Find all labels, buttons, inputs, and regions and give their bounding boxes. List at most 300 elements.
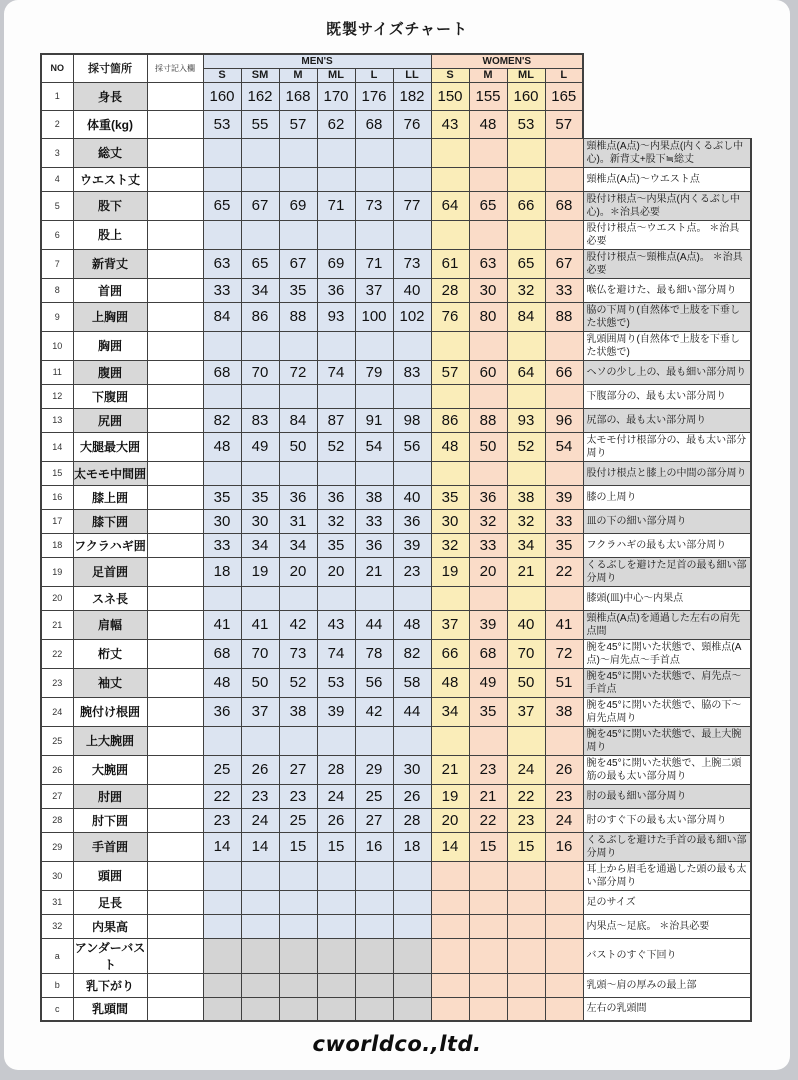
womens-size-header: L <box>545 68 583 82</box>
measurement-note: くるぶしを避けた手首の最も細い部分周り <box>583 832 751 861</box>
measurement-note: 耳上から眉毛を通過した頭の最も太い部分周り <box>583 861 751 890</box>
mens-value <box>317 726 355 755</box>
measurement-name: 体重(kg) <box>73 110 147 138</box>
mens-value <box>203 461 241 485</box>
mens-value: 100 <box>355 302 393 331</box>
table-row <box>41 533 751 557</box>
measurement-entry-cell <box>147 249 203 278</box>
womens-value: 33 <box>469 533 507 557</box>
mens-value <box>241 890 279 914</box>
measurement-entry-cell <box>147 110 203 138</box>
womens-value: 23 <box>469 755 507 784</box>
mens-value: 35 <box>279 278 317 302</box>
womens-value: 67 <box>545 249 583 278</box>
table-row <box>41 191 751 220</box>
empty-region <box>583 110 751 138</box>
womens-value: 28 <box>431 278 469 302</box>
measurement-name: 乳頭間 <box>73 997 147 1021</box>
womens-value <box>545 220 583 249</box>
table-row <box>41 784 751 808</box>
mens-value <box>317 861 355 890</box>
measurement-entry-cell <box>147 557 203 586</box>
womens-value <box>431 138 469 167</box>
mens-value: 53 <box>203 110 241 138</box>
womens-size-header: M <box>469 68 507 82</box>
mens-value: 83 <box>241 408 279 432</box>
row-number: 27 <box>41 784 73 808</box>
womens-value <box>431 973 469 997</box>
womens-value <box>507 914 545 938</box>
mens-value: 56 <box>393 432 431 461</box>
mens-value: 23 <box>241 784 279 808</box>
womens-value: 48 <box>431 668 469 697</box>
womens-value: 60 <box>469 360 507 384</box>
row-number: 30 <box>41 861 73 890</box>
womens-value: 19 <box>431 557 469 586</box>
mens-value <box>279 167 317 191</box>
mens-value: 68 <box>355 110 393 138</box>
mens-value <box>241 861 279 890</box>
mens-value: 68 <box>203 639 241 668</box>
measurement-note: 腕を45°に開いた状態で、最上大腕周り <box>583 726 751 755</box>
womens-value: 61 <box>431 249 469 278</box>
mens-value <box>203 726 241 755</box>
mens-value <box>355 938 393 973</box>
measurement-note: 股付け根点〜ウエスト点。 ＊治具必要 <box>583 220 751 249</box>
mens-value <box>241 331 279 360</box>
mens-value <box>355 331 393 360</box>
mens-value: 70 <box>241 360 279 384</box>
mens-size-header: L <box>355 68 393 82</box>
company-logo-text: cworldco.,ltd. <box>312 1032 482 1056</box>
measurement-note: 頸椎点(A点)を通過した左右の肩先点間 <box>583 610 751 639</box>
womens-value: 66 <box>431 639 469 668</box>
measurement-name: 乳下がり <box>73 973 147 997</box>
measurement-name: 身長 <box>73 82 147 110</box>
measurement-name: 大腿最大囲 <box>73 432 147 461</box>
col-group-womens: WOMEN'S <box>431 54 583 68</box>
measurement-note: 脇の下周り(自然体で上肢を下垂した状態で) <box>583 302 751 331</box>
mens-value: 71 <box>317 191 355 220</box>
row-number: 24 <box>41 697 73 726</box>
mens-value: 82 <box>393 639 431 668</box>
mens-value <box>203 586 241 610</box>
womens-value <box>469 586 507 610</box>
mens-value: 86 <box>241 302 279 331</box>
womens-value: 66 <box>507 191 545 220</box>
womens-value <box>545 973 583 997</box>
mens-value: 84 <box>279 408 317 432</box>
measurement-name: 肘囲 <box>73 784 147 808</box>
measurement-entry-cell <box>147 461 203 485</box>
table-row <box>41 331 751 360</box>
mens-value: 20 <box>279 557 317 586</box>
womens-value: 50 <box>469 432 507 461</box>
row-number: 8 <box>41 278 73 302</box>
mens-value <box>203 138 241 167</box>
womens-value <box>469 384 507 408</box>
measurement-note: 喉仏を避けた、最も細い部分周り <box>583 278 751 302</box>
mens-value <box>393 384 431 408</box>
mens-value <box>241 586 279 610</box>
mens-value <box>279 586 317 610</box>
mens-value: 41 <box>241 610 279 639</box>
mens-value <box>203 861 241 890</box>
table-row <box>41 360 751 384</box>
womens-value <box>545 997 583 1021</box>
mens-value: 34 <box>279 533 317 557</box>
mens-value: 102 <box>393 302 431 331</box>
table-row <box>41 110 751 138</box>
mens-value: 87 <box>317 408 355 432</box>
mens-value <box>241 220 279 249</box>
womens-value: 24 <box>507 755 545 784</box>
mens-value <box>203 914 241 938</box>
document-sheet <box>4 0 790 1070</box>
mens-value: 170 <box>317 82 355 110</box>
mens-value <box>355 861 393 890</box>
womens-value: 41 <box>545 610 583 639</box>
mens-value <box>241 938 279 973</box>
womens-value <box>431 461 469 485</box>
womens-value: 65 <box>507 249 545 278</box>
mens-value: 28 <box>393 808 431 832</box>
womens-value: 34 <box>507 533 545 557</box>
mens-value <box>393 331 431 360</box>
womens-value: 68 <box>545 191 583 220</box>
womens-value: 24 <box>545 808 583 832</box>
mens-value: 36 <box>317 278 355 302</box>
measurement-entry-cell <box>147 997 203 1021</box>
table-row <box>41 755 751 784</box>
measurement-name: 新背丈 <box>73 249 147 278</box>
measurement-name: 総丈 <box>73 138 147 167</box>
womens-value: 33 <box>545 509 583 533</box>
row-number: 21 <box>41 610 73 639</box>
mens-value <box>279 220 317 249</box>
measurement-entry-cell <box>147 278 203 302</box>
womens-value: 93 <box>507 408 545 432</box>
mens-value: 73 <box>355 191 393 220</box>
measurement-name: 大腕囲 <box>73 755 147 784</box>
table-row <box>41 138 751 167</box>
row-number: c <box>41 997 73 1021</box>
col-header-location: 採寸箇所 <box>73 54 147 82</box>
mens-value: 53 <box>317 668 355 697</box>
mens-value: 48 <box>203 668 241 697</box>
measurement-note: 内果点〜足底。 ＊治具必要 <box>583 914 751 938</box>
womens-value: 63 <box>469 249 507 278</box>
mens-value: 68 <box>203 360 241 384</box>
mens-value: 37 <box>355 278 393 302</box>
table-row <box>41 302 751 331</box>
womens-value <box>545 586 583 610</box>
row-number: 17 <box>41 509 73 533</box>
row-number: 6 <box>41 220 73 249</box>
mens-size-header: SM <box>241 68 279 82</box>
mens-value: 31 <box>279 509 317 533</box>
mens-value: 42 <box>355 697 393 726</box>
measurement-name: 首囲 <box>73 278 147 302</box>
measurement-name: 足長 <box>73 890 147 914</box>
mens-value: 38 <box>355 485 393 509</box>
mens-value: 91 <box>355 408 393 432</box>
mens-value: 52 <box>279 668 317 697</box>
mens-value <box>393 220 431 249</box>
mens-value <box>203 384 241 408</box>
mens-value: 24 <box>241 808 279 832</box>
size-chart-table <box>40 53 752 1022</box>
mens-value: 34 <box>241 278 279 302</box>
womens-value <box>469 890 507 914</box>
mens-value: 27 <box>279 755 317 784</box>
womens-size-header: ML <box>507 68 545 82</box>
womens-value <box>469 331 507 360</box>
womens-value <box>469 167 507 191</box>
mens-value <box>393 586 431 610</box>
womens-value: 155 <box>469 82 507 110</box>
mens-value <box>279 997 317 1021</box>
mens-value: 71 <box>355 249 393 278</box>
womens-value <box>431 997 469 1021</box>
mens-value <box>355 997 393 1021</box>
womens-value: 35 <box>545 533 583 557</box>
womens-value <box>545 938 583 973</box>
table-row <box>41 220 751 249</box>
mens-value <box>279 938 317 973</box>
mens-value: 16 <box>355 832 393 861</box>
row-number: 10 <box>41 331 73 360</box>
measurement-entry-cell <box>147 973 203 997</box>
measurement-entry-cell <box>147 639 203 668</box>
table-row <box>41 509 751 533</box>
notes-header-spacer <box>583 54 751 82</box>
womens-value <box>507 861 545 890</box>
mens-value <box>241 167 279 191</box>
measurement-entry-cell <box>147 384 203 408</box>
measurement-name: スネ長 <box>73 586 147 610</box>
womens-value <box>545 138 583 167</box>
mens-value <box>317 938 355 973</box>
row-number: 23 <box>41 668 73 697</box>
mens-value <box>355 461 393 485</box>
mens-size-header: ML <box>317 68 355 82</box>
table-row <box>41 639 751 668</box>
mens-value <box>203 938 241 973</box>
mens-value: 79 <box>355 360 393 384</box>
womens-value <box>431 220 469 249</box>
mens-value: 33 <box>203 533 241 557</box>
mens-value <box>393 997 431 1021</box>
womens-value <box>545 331 583 360</box>
mens-value <box>203 331 241 360</box>
womens-value <box>431 167 469 191</box>
mens-value <box>241 914 279 938</box>
mens-value <box>355 586 393 610</box>
mens-value <box>241 726 279 755</box>
womens-value <box>507 167 545 191</box>
mens-value: 63 <box>203 249 241 278</box>
mens-value: 40 <box>393 278 431 302</box>
mens-value: 23 <box>203 808 241 832</box>
womens-value: 70 <box>507 639 545 668</box>
womens-value: 21 <box>469 784 507 808</box>
mens-value: 26 <box>317 808 355 832</box>
mens-value: 30 <box>241 509 279 533</box>
mens-value <box>393 167 431 191</box>
measurement-note: 皿の下の細い部分周り <box>583 509 751 533</box>
measurement-name: 腹囲 <box>73 360 147 384</box>
womens-value <box>469 997 507 1021</box>
table-row <box>41 408 751 432</box>
mens-value <box>355 167 393 191</box>
mens-value: 160 <box>203 82 241 110</box>
measurement-name: 胸囲 <box>73 331 147 360</box>
mens-value <box>279 331 317 360</box>
womens-value <box>545 726 583 755</box>
measurement-name: 肩幅 <box>73 610 147 639</box>
womens-value: 165 <box>545 82 583 110</box>
womens-value: 23 <box>545 784 583 808</box>
table-row <box>41 384 751 408</box>
mens-value: 23 <box>279 784 317 808</box>
table-row <box>41 697 751 726</box>
empty-region <box>583 82 751 110</box>
mens-value: 35 <box>317 533 355 557</box>
measurement-entry-cell <box>147 331 203 360</box>
womens-value: 23 <box>507 808 545 832</box>
table-row <box>41 586 751 610</box>
womens-value: 36 <box>469 485 507 509</box>
table-row <box>41 832 751 861</box>
womens-value: 86 <box>431 408 469 432</box>
measurement-entry-cell <box>147 784 203 808</box>
measurement-note: 尻部の、最も太い部分周り <box>583 408 751 432</box>
col-header-entry: 採寸記入欄 <box>147 54 203 82</box>
mens-value: 67 <box>279 249 317 278</box>
mens-value <box>279 973 317 997</box>
mens-value: 19 <box>241 557 279 586</box>
mens-value <box>317 461 355 485</box>
mens-value: 77 <box>393 191 431 220</box>
row-number: 3 <box>41 138 73 167</box>
table-row <box>41 432 751 461</box>
mens-value: 26 <box>393 784 431 808</box>
womens-value <box>431 890 469 914</box>
mens-value: 83 <box>393 360 431 384</box>
mens-value <box>241 461 279 485</box>
mens-value: 26 <box>241 755 279 784</box>
mens-value <box>393 726 431 755</box>
womens-value: 48 <box>469 110 507 138</box>
womens-value: 22 <box>507 784 545 808</box>
row-number: a <box>41 938 73 973</box>
womens-value: 40 <box>507 610 545 639</box>
mens-value: 98 <box>393 408 431 432</box>
row-number: 28 <box>41 808 73 832</box>
womens-value <box>431 384 469 408</box>
womens-value <box>469 938 507 973</box>
womens-value: 20 <box>431 808 469 832</box>
measurement-entry-cell <box>147 220 203 249</box>
table-row <box>41 610 751 639</box>
table-row <box>41 938 751 973</box>
mens-value: 14 <box>203 832 241 861</box>
mens-value: 52 <box>317 432 355 461</box>
mens-value <box>393 461 431 485</box>
mens-value <box>317 890 355 914</box>
mens-value <box>279 914 317 938</box>
mens-value <box>241 997 279 1021</box>
mens-value: 69 <box>317 249 355 278</box>
row-number: 31 <box>41 890 73 914</box>
measurement-name: ウエスト丈 <box>73 167 147 191</box>
measurement-note: 肘の最も細い部分周り <box>583 784 751 808</box>
measurement-name: 股上 <box>73 220 147 249</box>
measurement-entry-cell <box>147 509 203 533</box>
mens-value <box>241 973 279 997</box>
mens-size-header: LL <box>393 68 431 82</box>
row-number: 19 <box>41 557 73 586</box>
measurement-entry-cell <box>147 890 203 914</box>
mens-value: 33 <box>355 509 393 533</box>
measurement-name: フクラハギ囲 <box>73 533 147 557</box>
table-row <box>41 973 751 997</box>
mens-value: 35 <box>203 485 241 509</box>
mens-value: 36 <box>355 533 393 557</box>
womens-value <box>507 997 545 1021</box>
table-row <box>41 808 751 832</box>
mens-value: 88 <box>279 302 317 331</box>
row-number: 15 <box>41 461 73 485</box>
row-number: 20 <box>41 586 73 610</box>
mens-value: 15 <box>317 832 355 861</box>
row-number: 1 <box>41 82 73 110</box>
womens-value <box>507 890 545 914</box>
row-number: 2 <box>41 110 73 138</box>
mens-value: 84 <box>203 302 241 331</box>
mens-value <box>279 726 317 755</box>
womens-value: 88 <box>469 408 507 432</box>
row-number: 18 <box>41 533 73 557</box>
mens-value: 35 <box>241 485 279 509</box>
womens-value: 32 <box>507 278 545 302</box>
mens-value <box>279 890 317 914</box>
table-row <box>41 82 751 110</box>
measurement-note: 腕を45°に開いた状態で、脇の下〜肩先点周り <box>583 697 751 726</box>
womens-value <box>507 331 545 360</box>
womens-value <box>469 914 507 938</box>
measurement-note: くるぶしを避けた足首の最も細い部分周り <box>583 557 751 586</box>
womens-value <box>507 220 545 249</box>
measurement-name: 肘下囲 <box>73 808 147 832</box>
measurement-note: フクラハギの最も太い部分周り <box>583 533 751 557</box>
mens-value: 30 <box>393 755 431 784</box>
mens-value <box>317 586 355 610</box>
womens-value <box>431 331 469 360</box>
womens-value: 52 <box>507 432 545 461</box>
womens-value: 22 <box>545 557 583 586</box>
table-row <box>41 914 751 938</box>
mens-value <box>279 384 317 408</box>
mens-value <box>393 890 431 914</box>
row-number: 29 <box>41 832 73 861</box>
mens-value: 25 <box>355 784 393 808</box>
measurement-name: 頭囲 <box>73 861 147 890</box>
measurement-name: 膝下囲 <box>73 509 147 533</box>
womens-value: 53 <box>507 110 545 138</box>
womens-value: 35 <box>469 697 507 726</box>
